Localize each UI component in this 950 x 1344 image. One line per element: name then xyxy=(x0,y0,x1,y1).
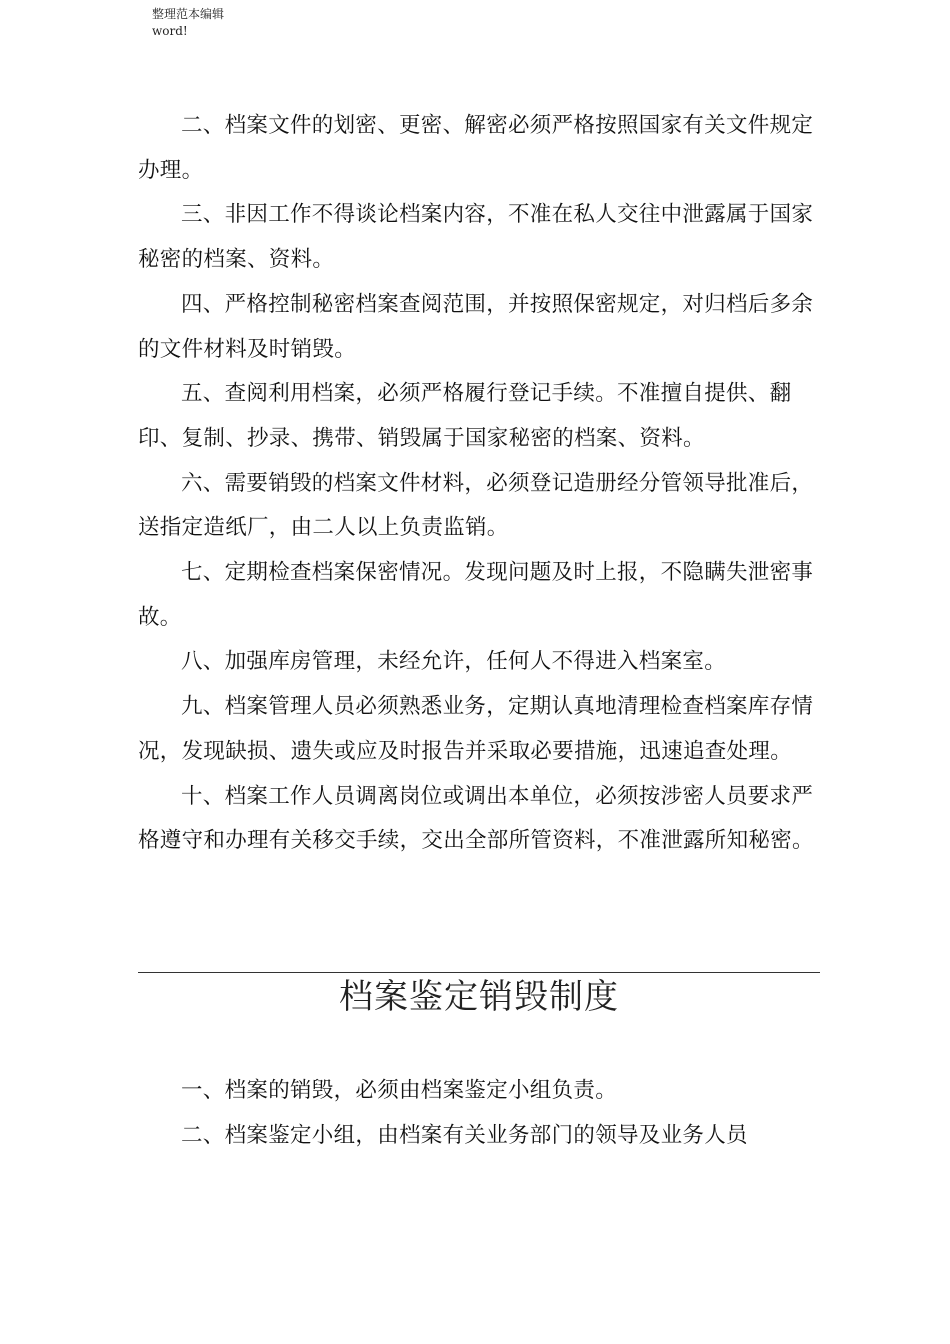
rule-paragraph-6: 六、需要销毁的档案文件材料，必须登记造册经分管领导批准后，送指定造纸厂，由二人以上负责监销。 xyxy=(138,470,814,541)
rule-paragraph-3: 三、非因工作不得谈论档案内容，不准在私人交往中泄露属于国家秘密的档案、资料。 xyxy=(138,202,814,273)
policy-title: 档案鉴定销毁制度 xyxy=(339,977,619,1017)
section-divider xyxy=(138,972,820,973)
rule-paragraph-9: 九、档案管理人员必须熟悉业务，定期认真地清理检查档案库存情况，发现缺损、遗失或应及时报告并采取必要措施，迅速追查处理。 xyxy=(138,694,814,764)
rule-paragraph-7: 七、定期检查档案保密情况。发现问题及时上报，不隐瞒失泄密事故。 xyxy=(138,560,814,630)
rule-paragraph-10: 十、档案工作人员调离岗位或调出本单位，必须按涉密人员要求严格遵守和办理有关移交手续，交出全部所管资料，不准泄露所知秘密。 xyxy=(138,783,814,854)
rule-paragraph-4: 四、严格控制秘密档案查阅范围，并按照保密规定，对归档后多余的文件材料及时销毁。 xyxy=(138,291,814,362)
policy-paragraph-1: 一、档案的销毁，必须由档案鉴定小组负责。 xyxy=(181,1078,618,1103)
header-note xyxy=(152,6,224,40)
header-note-line-1: 整理范本编辑 xyxy=(152,7,225,21)
rule-paragraph-8: 八、加强库房管理，未经允许，任何人不得进入档案室。 xyxy=(181,649,727,675)
destruction-policy-section xyxy=(138,1069,820,1158)
rule-paragraph-2: 二、档案文件的划密、更密、解密必须严格按照国家有关文件规定办理。 xyxy=(138,113,814,183)
rule-paragraph-5: 五、查阅利用档案，必须严格履行登记手续。不准擅自提供、翻印、复制、抄录、携带、销毁属于国家秘密的档案、资料。 xyxy=(138,381,792,451)
header-note-line-2: word! xyxy=(152,24,188,38)
policy-paragraph-2: 二、档案鉴定小组，由档案有关业务部门的领导及业务人员 xyxy=(181,1122,748,1148)
confidentiality-rules-section xyxy=(138,104,820,864)
